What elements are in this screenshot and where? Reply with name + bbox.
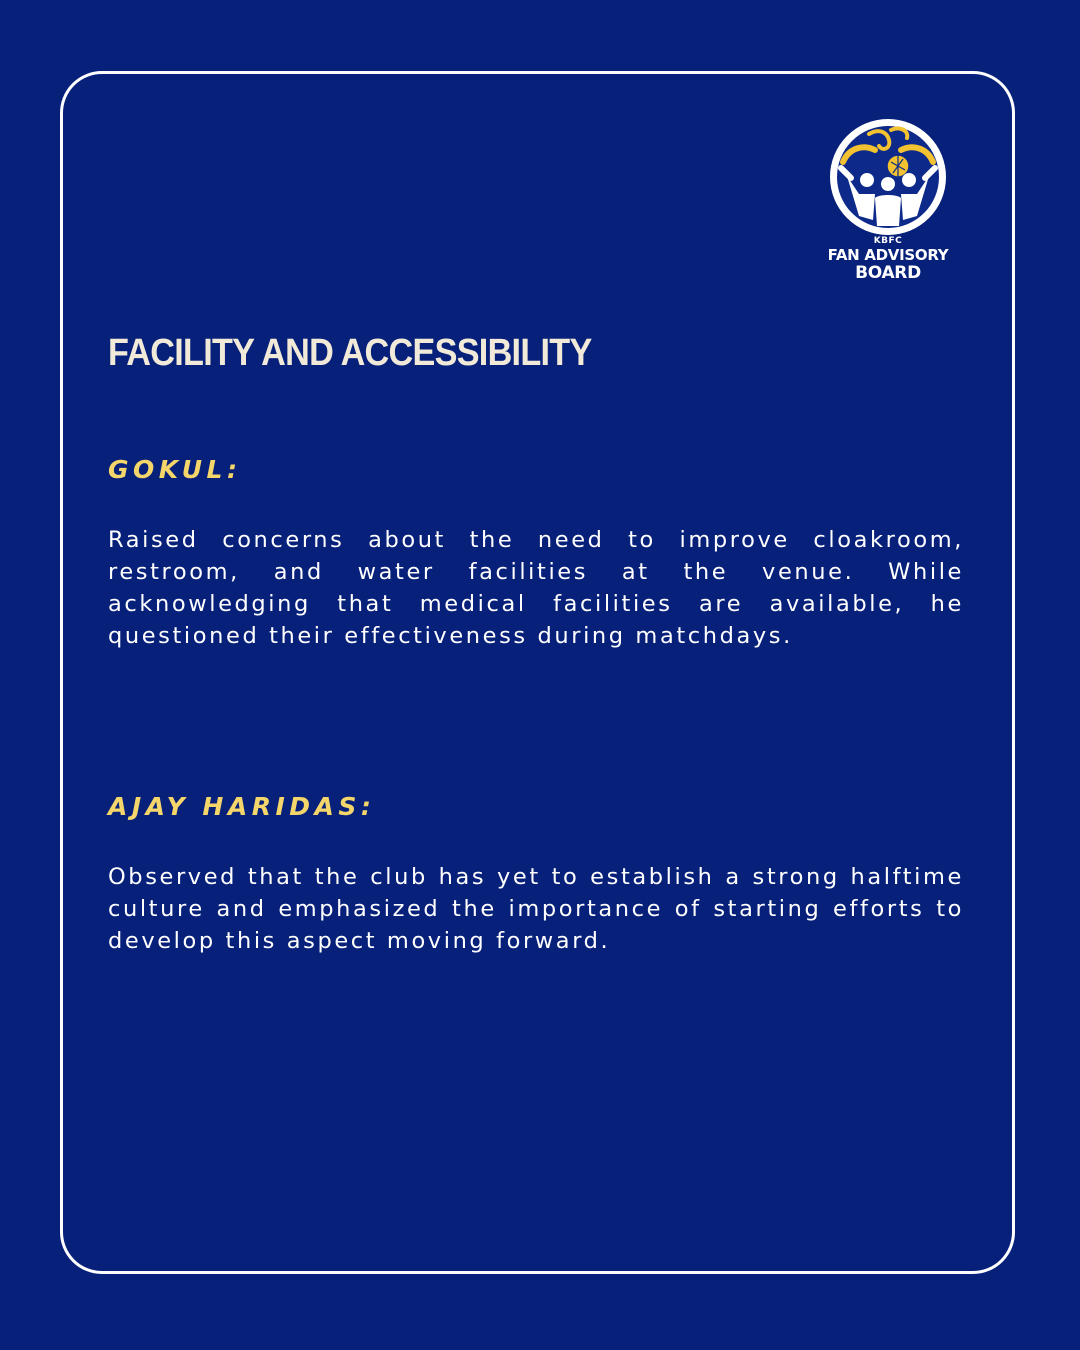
fan-advisory-board-emblem [829,118,947,236]
speaker-name-gokul: GOKUL: [108,455,242,484]
fan-advisory-board-logo [820,118,956,282]
speaker-name-ajay-haridas: AJAY HARIDAS: [108,792,376,821]
speaker-statement-gokul: Raised concerns about the need to improve cloakroom, restroom, and water facilities at the venue. While acknowledging that medical facilities are available, he questioned their effectiveness during matchdays. [108,527,964,649]
speaker-statement-ajay-haridas: Observed that the club has yet to establish a strong halftime culture and emphasized the importance of starting efforts to develop this aspect moving forward. [108,864,964,954]
logo-fan-advisory-text: FAN ADVISORY [827,246,949,264]
logo-kbfc-text: KBFC [873,236,903,246]
logo-board-text: BOARD [855,263,921,283]
section-title: FACILITY AND ACCESSIBILITY [108,332,592,374]
